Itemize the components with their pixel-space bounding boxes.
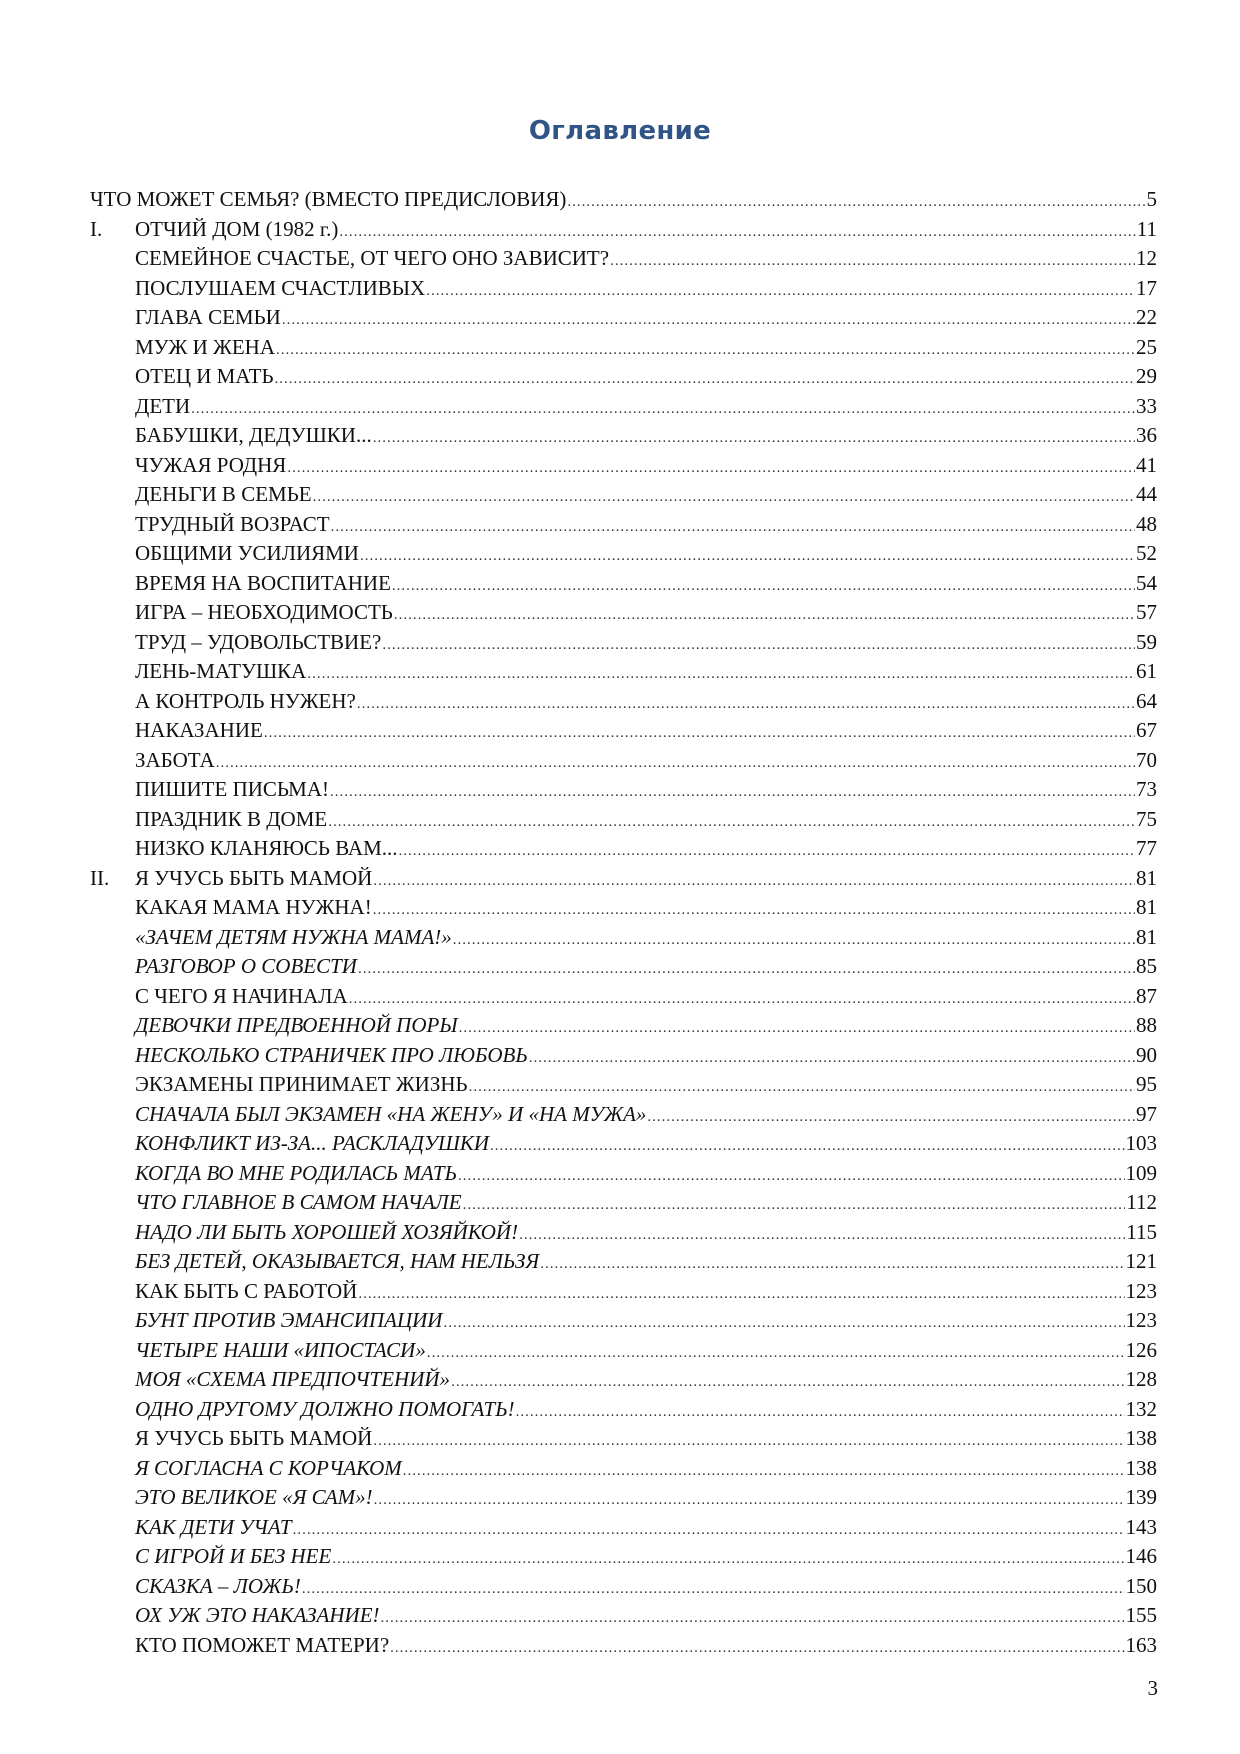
toc-entry[interactable] — [90, 598, 1157, 628]
toc-entry[interactable] — [90, 185, 1157, 215]
toc-dot-leader — [567, 188, 1145, 218]
toc-entry-page: 97 — [1136, 1101, 1157, 1126]
toc-entry-page: 5 — [1146, 187, 1157, 211]
toc-dot-leader — [357, 690, 1135, 720]
toc-entry-title: КОНФЛИКТ ИЗ-ЗА... РАСКЛАДУШКИ — [135, 1131, 490, 1155]
toc-entry-page: 146 — [1125, 1544, 1157, 1568]
toc-entry-title: Я СОГЛАСНА С КОРЧАКОМ — [135, 1455, 402, 1480]
toc-dot-leader — [427, 1339, 1125, 1369]
toc-entry[interactable] — [90, 1218, 1157, 1248]
toc-entry[interactable] — [90, 1129, 1157, 1159]
toc-entry-title: ОТЕЦ И МАТЬ — [135, 364, 274, 388]
toc-entry-page: 138 — [1125, 1426, 1157, 1450]
toc-entry[interactable] — [90, 1572, 1157, 1602]
toc-entry-title: МУЖ И ЖЕНА — [135, 334, 275, 359]
toc-entry[interactable] — [90, 1247, 1157, 1277]
toc-entry-title: СКАЗКА – ЛОЖЬ! — [135, 1573, 301, 1598]
toc-dot-leader — [307, 660, 1135, 690]
toc-entry[interactable] — [90, 1513, 1157, 1543]
toc-dot-leader — [349, 985, 1135, 1015]
toc-dot-leader — [373, 1427, 1124, 1457]
toc-entry-page: 73 — [1136, 777, 1157, 801]
toc-entry[interactable] — [90, 1601, 1157, 1631]
toc-dot-leader — [287, 454, 1135, 484]
toc-entry-page: 123 — [1125, 1308, 1157, 1332]
toc-entry[interactable] — [90, 775, 1157, 805]
toc-dot-leader — [330, 778, 1135, 808]
toc-entry-title: ЭКЗАМЕНЫ ПРИНИМАЕТ ЖИЗНЬ — [135, 1072, 468, 1096]
toc-entry-page: 59 — [1136, 629, 1157, 654]
toc-entry-title: КОГДА ВО МНЕ РОДИЛАСЬ МАТЬ — [135, 1160, 457, 1185]
toc-entry-title: НАКАЗАНИЕ — [135, 718, 263, 742]
toc-entry[interactable] — [90, 1277, 1157, 1307]
toc-entry-title: ЧЕТЫРЕ НАШИ «ИПОСТАСИ» — [135, 1337, 426, 1362]
toc-entry-page: 36 — [1136, 423, 1157, 447]
toc-entry-title: ОХ УЖ ЭТО НАКАЗАНИЕ! — [135, 1603, 380, 1627]
toc-entry-number: II. — [90, 865, 110, 890]
toc-dot-leader — [313, 483, 1135, 513]
table-of-contents — [90, 185, 1157, 1660]
toc-entry[interactable] — [90, 215, 1157, 245]
toc-entry-title: ТРУД – УДОВОЛЬСТВИЕ? — [135, 629, 382, 654]
toc-entry[interactable] — [90, 952, 1157, 982]
toc-entry-page: 12 — [1136, 246, 1157, 270]
toc-entry-title: ОТЧИЙ ДОМ (1982 г.) — [135, 216, 339, 241]
toc-entry-page: 70 — [1136, 747, 1157, 772]
toc-dot-leader — [469, 1073, 1135, 1103]
toc-entry[interactable] — [90, 569, 1157, 599]
toc-entry-page: 143 — [1125, 1514, 1157, 1539]
toc-entry-title: МОЯ «СХЕМА ПРЕДПОЧТЕНИЙ» — [135, 1367, 451, 1391]
toc-entry-page: 103 — [1125, 1131, 1157, 1155]
toc-dot-leader — [463, 1191, 1126, 1221]
toc-entry-page: 90 — [1136, 1042, 1157, 1067]
toc-entry-page: 22 — [1136, 305, 1157, 329]
toc-dot-leader — [373, 424, 1135, 454]
toc-entry-page: 48 — [1136, 511, 1157, 536]
toc-entry-title: СНАЧАЛА БЫЛ ЭКЗАМЕН «НА ЖЕНУ» И «НА МУЖА» — [135, 1101, 647, 1126]
toc-dot-leader — [610, 247, 1135, 277]
toc-dot-leader — [331, 513, 1135, 543]
toc-dot-leader — [443, 1309, 1124, 1339]
toc-entry-title: ЛЕНЬ-МАТУШКА — [135, 659, 307, 683]
toc-dot-leader — [516, 1398, 1125, 1428]
toc-entry-title: НЕСКОЛЬКО СТРАНИЧЕК ПРО ЛЮБОВЬ — [135, 1042, 528, 1067]
toc-entry[interactable] — [90, 1424, 1157, 1454]
toc-entry-page: 64 — [1136, 688, 1157, 713]
toc-entry-page: 138 — [1125, 1455, 1157, 1480]
toc-dot-leader — [358, 955, 1135, 985]
toc-dot-leader — [332, 1545, 1124, 1575]
toc-entry-title: С ИГРОЙ И БЕЗ НЕЕ — [135, 1544, 332, 1568]
toc-entry[interactable] — [90, 451, 1157, 481]
toc-entry[interactable] — [90, 923, 1157, 953]
toc-entry[interactable] — [90, 274, 1157, 304]
toc-entry-title: ДЕТИ — [135, 393, 191, 418]
toc-entry-page: 29 — [1136, 364, 1157, 388]
toc-entry-title: СЕМЕЙНОЕ СЧАСТЬЕ, ОТ ЧЕГО ОНО ЗАВИСИТ? — [135, 246, 610, 270]
toc-entry-title: БЕЗ ДЕТЕЙ, ОКАЗЫВАЕТСЯ, НАМ НЕЛЬЗЯ — [135, 1249, 540, 1273]
toc-entry[interactable] — [90, 510, 1157, 540]
toc-dot-leader — [382, 631, 1135, 661]
toc-entry[interactable] — [90, 392, 1157, 422]
toc-entry[interactable] — [90, 333, 1157, 363]
toc-dot-leader — [529, 1044, 1135, 1074]
toc-entry[interactable] — [90, 893, 1157, 923]
toc-entry-page: 77 — [1136, 836, 1157, 860]
toc-entry-title: ВРЕМЯ НА ВОСПИТАНИЕ — [135, 570, 391, 595]
toc-entry-page: 95 — [1136, 1072, 1157, 1096]
toc-dot-leader — [293, 1516, 1125, 1546]
page-number: 3 — [1147, 1676, 1158, 1700]
toc-entry[interactable] — [90, 1159, 1157, 1189]
toc-entry-title: КАК БЫТЬ С РАБОТОЙ — [135, 1278, 358, 1303]
toc-entry-page: 139 — [1125, 1485, 1157, 1509]
toc-entry-page: 61 — [1136, 659, 1157, 683]
toc-dot-leader — [302, 1575, 1125, 1605]
toc-dot-leader — [490, 1132, 1124, 1162]
toc-entry-title: ЗАБОТА — [135, 747, 215, 772]
toc-dot-leader — [339, 218, 1135, 248]
toc-entry-title: БАБУШКИ, ДЕДУШКИ... — [135, 423, 372, 447]
toc-entry[interactable] — [90, 687, 1157, 717]
toc-entry[interactable] — [90, 864, 1157, 894]
toc-dot-leader — [374, 1486, 1125, 1516]
toc-entry-title: ТРУДНЫЙ ВОЗРАСТ — [135, 511, 330, 536]
toc-entry[interactable] — [90, 1542, 1157, 1572]
toc-entry-page: 123 — [1125, 1278, 1157, 1303]
toc-entry[interactable] — [90, 539, 1157, 569]
toc-entry-title: ЧТО МОЖЕТ СЕМЬЯ? (ВМЕСТО ПРЕДИСЛОВИЯ) — [90, 187, 567, 211]
toc-dot-leader — [264, 719, 1135, 749]
toc-entry-page: 126 — [1125, 1337, 1157, 1362]
toc-entry-title: НИЗКО КЛАНЯЮСЬ ВАМ... — [135, 836, 398, 860]
toc-entry[interactable] — [90, 1336, 1157, 1366]
toc-entry-title: Я УЧУСЬ БЫТЬ МАМОЙ — [135, 865, 373, 890]
toc-entry-title: БУНТ ПРОТИВ ЭМАНСИПАЦИИ — [135, 1308, 443, 1332]
toc-entry-title: А КОНТРОЛЬ НУЖЕН? — [135, 688, 356, 713]
toc-dot-leader — [360, 542, 1135, 572]
toc-entry-page: 163 — [1125, 1632, 1157, 1657]
toc-entry-title: «ЗАЧЕМ ДЕТЯМ НУЖНА МАМА!» — [135, 924, 452, 949]
toc-dot-leader — [328, 808, 1135, 838]
toc-entry-page: 41 — [1136, 452, 1157, 477]
toc-entry-page: 54 — [1136, 570, 1157, 595]
toc-entry-page: 81 — [1136, 865, 1157, 890]
toc-entry[interactable] — [90, 805, 1157, 835]
toc-entry-title: С ЧЕГО Я НАЧИНАЛА — [135, 983, 348, 1008]
toc-dot-leader — [519, 1221, 1125, 1251]
toc-dot-leader — [216, 749, 1135, 779]
toc-entry-title: РАЗГОВОР О СОВЕСТИ — [135, 954, 357, 978]
toc-entry-title: ИГРА – НЕОБХОДИМОСТЬ — [135, 600, 393, 624]
toc-entry[interactable] — [90, 1365, 1157, 1395]
toc-entry[interactable] — [90, 716, 1157, 746]
toc-dot-leader — [540, 1250, 1124, 1280]
toc-entry[interactable] — [90, 1070, 1157, 1100]
toc-entry[interactable] — [90, 1100, 1157, 1130]
toc-dot-leader — [403, 1457, 1125, 1487]
toc-dot-leader — [426, 277, 1135, 307]
toc-entry-page: 11 — [1136, 216, 1157, 241]
toc-entry-page: 115 — [1126, 1219, 1157, 1244]
toc-entry-page: 25 — [1136, 334, 1157, 359]
toc-entry[interactable] — [90, 1306, 1157, 1336]
toc-entry[interactable] — [90, 362, 1157, 392]
toc-dot-leader — [282, 306, 1135, 336]
toc-entry-page: 81 — [1136, 895, 1157, 919]
toc-entry[interactable] — [90, 1483, 1157, 1513]
toc-entry[interactable] — [90, 1395, 1157, 1425]
toc-entry-page: 57 — [1136, 600, 1157, 624]
toc-dot-leader — [394, 601, 1135, 631]
toc-entry[interactable] — [90, 657, 1157, 687]
toc-entry-page: 121 — [1125, 1249, 1157, 1273]
toc-dot-leader — [458, 1162, 1125, 1192]
toc-entry[interactable] — [90, 480, 1157, 510]
toc-entry[interactable] — [90, 1011, 1157, 1041]
toc-dot-leader — [451, 1368, 1124, 1398]
toc-entry[interactable] — [90, 1454, 1157, 1484]
toc-entry-title: ОДНО ДРУГОМУ ДОЛЖНО ПОМОГАТЬ! — [135, 1396, 515, 1421]
toc-entry-page: 17 — [1136, 275, 1157, 300]
toc-entry-title: КАКАЯ МАМА НУЖНА! — [135, 895, 372, 919]
toc-entry-title: ДЕВОЧКИ ПРЕДВОЕННОЙ ПОРЫ — [135, 1013, 458, 1037]
toc-dot-leader — [381, 1604, 1125, 1634]
toc-entry-title: ГЛАВА СЕМЬИ — [135, 305, 281, 329]
toc-entry-title: ПОСЛУШАЕМ СЧАСТЛИВЫХ — [135, 275, 426, 300]
toc-entry-title: КТО ПОМОЖЕТ МАТЕРИ? — [135, 1632, 390, 1657]
toc-dot-leader — [358, 1280, 1124, 1310]
toc-dot-leader — [373, 896, 1135, 926]
toc-entry-page: 112 — [1126, 1190, 1157, 1214]
toc-entry[interactable] — [90, 1041, 1157, 1071]
toc-entry[interactable] — [90, 834, 1157, 864]
toc-entry-page: 128 — [1125, 1367, 1157, 1391]
toc-dot-leader — [392, 572, 1135, 602]
toc-entry[interactable] — [90, 421, 1157, 451]
toc-dot-leader — [191, 395, 1135, 425]
toc-dot-leader — [390, 1634, 1124, 1664]
toc-dot-leader — [275, 365, 1135, 395]
toc-entry-page: 67 — [1136, 718, 1157, 742]
toc-entry[interactable] — [90, 303, 1157, 333]
toc-entry-number: I. — [90, 216, 103, 241]
toc-dot-leader — [276, 336, 1135, 366]
toc-entry-page: 44 — [1136, 482, 1157, 506]
toc-entry-title: КАК ДЕТИ УЧАТ — [135, 1514, 292, 1539]
toc-entry-page: 88 — [1136, 1013, 1157, 1037]
toc-entry[interactable] — [90, 628, 1157, 658]
toc-entry-title: ПИШИТЕ ПИСЬМА! — [135, 777, 329, 801]
toc-entry-title: ЭТО ВЕЛИКОЕ «Я САМ»! — [135, 1485, 373, 1509]
toc-entry-page: 85 — [1136, 954, 1157, 978]
toc-entry-page: 155 — [1125, 1603, 1157, 1627]
toc-entry-title: ДЕНЬГИ В СЕМЬЕ — [135, 482, 312, 506]
toc-entry-title: ОБЩИМИ УСИЛИЯМИ — [135, 541, 359, 565]
toc-entry[interactable] — [90, 982, 1157, 1012]
toc-entry[interactable] — [90, 244, 1157, 274]
toc-entry-page: 132 — [1125, 1396, 1157, 1421]
toc-entry-title: НАДО ЛИ БЫТЬ ХОРОШЕЙ ХОЗЯЙКОЙ! — [135, 1219, 519, 1244]
toc-entry-page: 81 — [1136, 924, 1157, 949]
toc-entry-page: 75 — [1136, 806, 1157, 831]
toc-entry-page: 87 — [1136, 983, 1157, 1008]
toc-entry[interactable] — [90, 1631, 1157, 1661]
toc-dot-leader — [647, 1103, 1135, 1133]
toc-dot-leader — [399, 837, 1135, 867]
toc-entry-title: Я УЧУСЬ БЫТЬ МАМОЙ — [135, 1426, 373, 1450]
toc-entry[interactable] — [90, 746, 1157, 776]
toc-dot-leader — [373, 867, 1135, 897]
toc-entry-page: 109 — [1125, 1160, 1157, 1185]
toc-entry-page: 52 — [1136, 541, 1157, 565]
toc-entry-title: ЧТО ГЛАВНОЕ В САМОМ НАЧАЛЕ — [135, 1190, 462, 1214]
toc-dot-leader — [459, 1014, 1135, 1044]
toc-entry-page: 33 — [1136, 393, 1157, 418]
toc-entry-page: 150 — [1125, 1573, 1157, 1598]
toc-dot-leader — [453, 926, 1135, 956]
page-title: Оглавление — [528, 116, 712, 146]
toc-entry-title: ЧУЖАЯ РОДНЯ — [135, 452, 287, 477]
toc-entry-title: ПРАЗДНИК В ДОМЕ — [135, 806, 328, 831]
toc-entry[interactable] — [90, 1188, 1157, 1218]
